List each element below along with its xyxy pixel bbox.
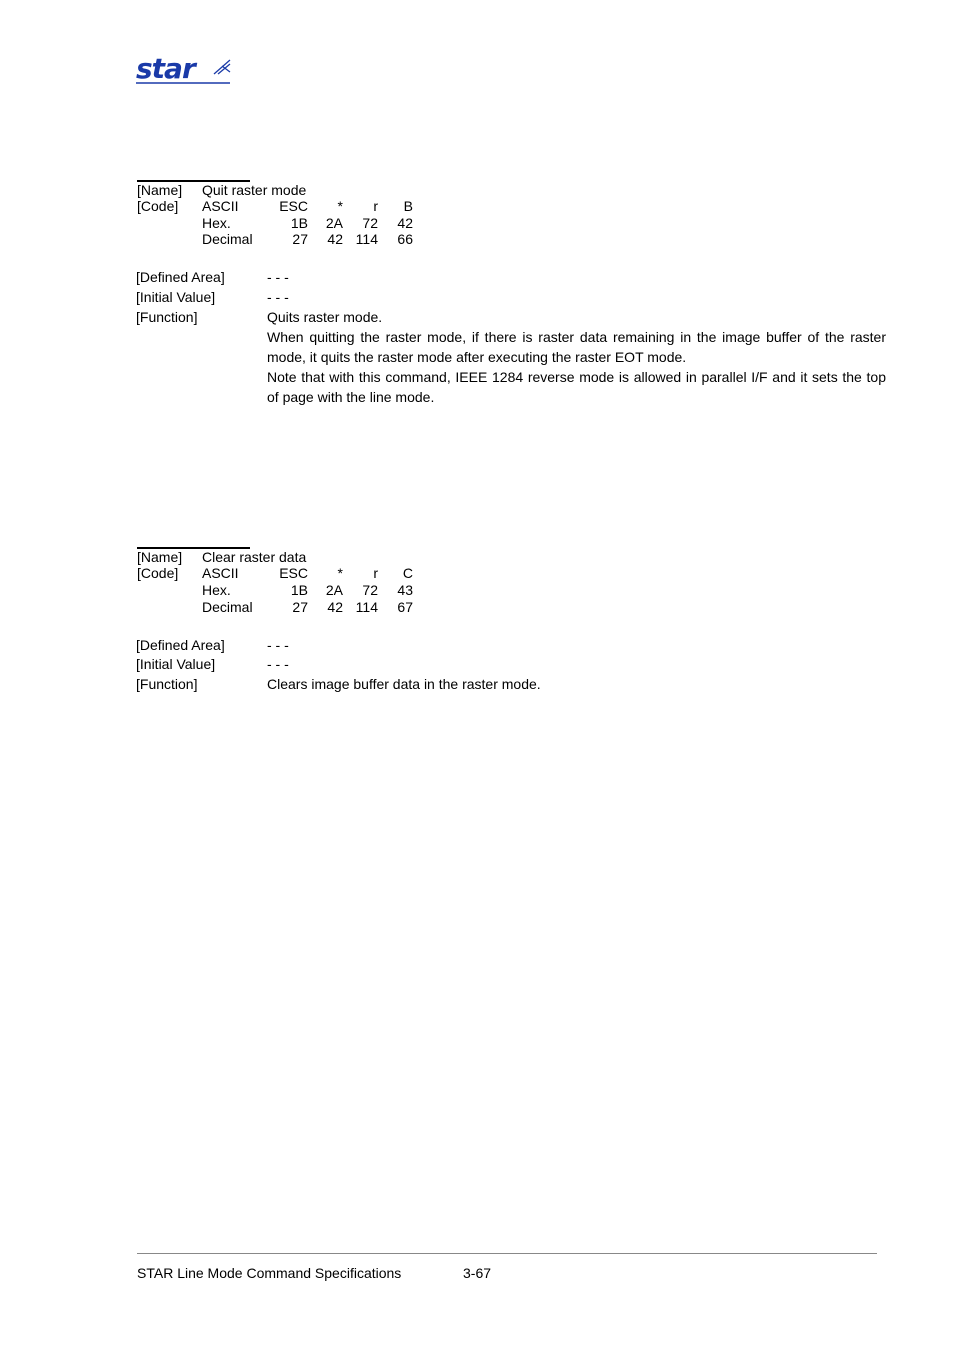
code-cell: r <box>373 565 378 581</box>
page-number: 3-67 <box>463 1265 492 1281</box>
code-cell: 42 <box>327 231 343 247</box>
defined-area-value: - - - <box>267 269 289 285</box>
name-label: [Name] <box>137 182 183 198</box>
code-cell: 27 <box>292 599 308 615</box>
code-cell: 2A <box>325 582 343 598</box>
code-label: [Code] <box>137 565 179 581</box>
name-label: [Name] <box>137 549 183 565</box>
function-text: Clears image buffer data in the raster mode. <box>267 676 541 692</box>
function-text: Note that with this command, IEEE 1284 reverse mode is allowed in parallel I/F and it sets the top of page with the line mode. <box>267 369 886 405</box>
star-logo-mark-icon <box>214 60 230 74</box>
code-cell: 66 <box>397 231 413 247</box>
code-cell: * <box>337 198 343 214</box>
initial-value-value: - - - <box>267 656 289 672</box>
initial-value-label: [Initial Value] <box>136 289 216 305</box>
command-name: Clear raster data <box>202 549 307 565</box>
defined-area-label: [Defined Area] <box>136 637 225 653</box>
code-cell: 1B <box>290 215 308 231</box>
star-logo <box>136 52 232 84</box>
function-text: When quitting the raster mode, if there is raster data remaining in the image buffer of the raster mode, it quits the raster mode after executing the raster EOT mode. <box>267 329 886 365</box>
initial-value-value: - - - <box>267 289 289 305</box>
code-row-label: ASCII <box>202 565 239 581</box>
initial-value-label: [Initial Value] <box>136 656 216 672</box>
code-row-label: ASCII <box>202 198 239 214</box>
code-cell: ESC <box>279 565 308 581</box>
code-cell: C <box>402 565 413 581</box>
code-cell: 72 <box>362 582 378 598</box>
code-cell: 42 <box>327 599 343 615</box>
code-cell: 1B <box>290 582 308 598</box>
code-cell: 27 <box>292 231 308 247</box>
code-cell: B <box>403 198 413 214</box>
code-cell: 67 <box>397 599 413 615</box>
footer-rule <box>137 1253 877 1254</box>
function-text: Quits raster mode. <box>267 309 383 325</box>
code-cell: 42 <box>397 215 413 231</box>
code-cell: 43 <box>397 582 413 598</box>
code-cell: 72 <box>362 215 378 231</box>
code-row-label: Hex. <box>202 582 231 598</box>
code-row-label: Hex. <box>202 215 231 231</box>
footer-title: STAR Line Mode Command Specifications <box>137 1265 402 1281</box>
code-cell: * <box>337 565 343 581</box>
code-row-label: Decimal <box>202 231 253 247</box>
defined-area-label: [Defined Area] <box>136 269 225 285</box>
star-logo-text: star <box>136 52 195 84</box>
defined-area-value: - - - <box>267 637 289 653</box>
code-cell: 114 <box>355 231 378 247</box>
code-cell: 2A <box>325 215 343 231</box>
code-label: [Code] <box>137 198 179 214</box>
code-cell: r <box>373 198 378 214</box>
function-label: [Function] <box>136 309 198 325</box>
function-label: [Function] <box>136 676 198 692</box>
code-row-label: Decimal <box>202 599 253 615</box>
command-name: Quit raster mode <box>202 182 307 198</box>
code-cell: 114 <box>355 599 378 615</box>
code-cell: ESC <box>279 198 308 214</box>
